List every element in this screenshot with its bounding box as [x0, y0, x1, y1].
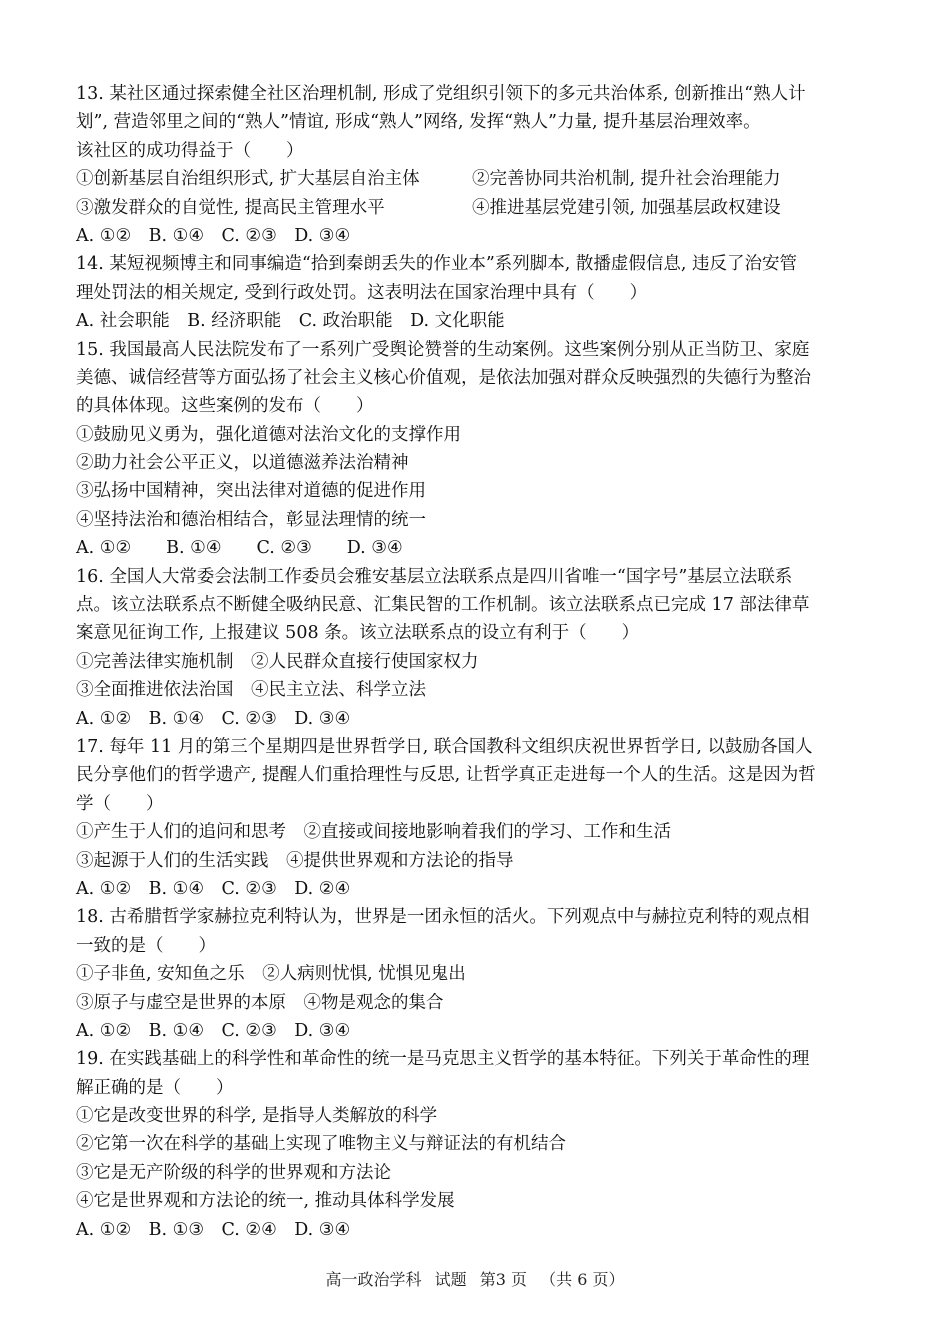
answer-choices: A. ①② B. ①③ C. ②④ D. ③④ — [76, 1219, 351, 1240]
question-stem-line: 该社区的成功得益于（ ） — [76, 140, 304, 161]
statement-option: ④推进基层党建引领, 加强基层政权建设 — [472, 197, 781, 218]
statement-option: ①鼓励见义勇为，强化道德对法治文化的支撑作用 — [76, 424, 461, 445]
question-stem-line: 美德、诚信经营等方面弘扬了社会主义核心价值观，是依法加强对群众反映强烈的失德行为整治 — [76, 367, 811, 388]
statement-option: ①它是改变世界的科学, 是指导人类解放的科学 — [76, 1106, 438, 1127]
question-stem-line: 民分享他们的哲学遗产, 提醒人们重拾理性与反思, 让哲学真正走进每一个人的生活。这是因为哲 — [76, 765, 816, 786]
question-stem-line: 16. 全国人大常委会法制工作委员会雅安基层立法联系点是四川省唯一“国字号”基层立法联系 — [76, 566, 793, 587]
footer-page: 第3 页 — [479, 1270, 528, 1289]
footer-label: 试题 — [434, 1270, 467, 1289]
statement-option: ①产生于人们的追问和思考 ②直接或间接地影响着我们的学习、工作和生活 — [76, 822, 671, 843]
statement-option: ③弘扬中国精神，突出法律对道德的促进作用 — [76, 481, 426, 502]
answer-choices: A. ①② B. ①④ C. ②③ D. ③④ — [76, 1020, 351, 1041]
question-stem-line: 14. 某短视频博主和同事编造“拾到秦朗丢失的作业本”系列脚本, 散播虚假信息, 违反了治安管 — [76, 254, 798, 275]
statement-option: ③原子与虚空是世界的本原 ④物是观念的集合 — [76, 992, 444, 1013]
question-block — [76, 1045, 886, 1244]
statement-option: ②完善协同共治机制, 提升社会治理能力 — [472, 169, 781, 190]
question-stem-line: 划”, 营造邻里之间的“熟人”情谊, 形成“熟人”网络, 发挥“熟人”力量, 提升基层治理效率。 — [76, 112, 761, 133]
question-stem-line: 13. 某社区通过探索健全社区治理机制, 形成了党组织引领下的多元共治体系, 创新推出“熟人计 — [76, 84, 806, 104]
question-stem-line: 点。该立法联系点不断健全吸纳民意、汇集民智的工作机制。该立法联系点已完成 17 部法律草 — [76, 595, 810, 616]
answer-choices: A. ①② B. ①④ C. ②③ D. ③④ — [76, 225, 351, 246]
answer-choices: A. ①② B. ①④ C. ②③ D. ②④ — [76, 878, 351, 899]
question-stem-line: 19. 在实践基础上的科学性和革命性的统一是马克思主义哲学的基本特征。下列关于革命性的理 — [76, 1049, 810, 1070]
question-stem-line: 的具体体现。这些案例的发布（ ） — [76, 396, 374, 417]
question-stem-line: 案意见征询工作, 上报建议 508 条。该立法联系点的设立有利于（ ） — [76, 623, 640, 644]
question-block — [76, 250, 886, 335]
statement-option: ③它是无产阶级的科学的世界观和方法论 — [76, 1162, 391, 1183]
statement-pair — [76, 165, 886, 193]
statement-option: ①完善法律实施机制 ②人民群众直接行使国家权力 — [76, 651, 479, 672]
exam-page — [76, 80, 886, 1244]
statement-option: ①创新基层自治组织形式, 扩大基层自治主体 — [76, 169, 420, 190]
statement-option: ④它是世界观和方法论的统一, 推动具体科学发展 — [76, 1191, 455, 1212]
question-block — [76, 80, 886, 250]
statement-option: ③激发群众的自觉性, 提高民主管理水平 — [76, 197, 385, 218]
footer-subject: 高一政治学科 — [325, 1270, 422, 1289]
question-stem-line: 一致的是（ ） — [76, 935, 216, 956]
answer-choices: A. ①② B. ①④ C. ②③ D. ③④ — [76, 538, 403, 559]
question-stem-line: 解正确的是（ ） — [76, 1077, 234, 1098]
question-block — [76, 563, 886, 733]
question-block — [76, 336, 886, 563]
question-stem-line: 15. 我国最高人民法院发布了一系列广受舆论赞誉的生动案例。这些案例分别从正当防卫、家庭 — [76, 339, 810, 360]
statement-option: ②它第一次在科学的基础上实现了唯物主义与辩证法的有机结合 — [76, 1134, 566, 1155]
answer-choices: A. ①② B. ①④ C. ②③ D. ③④ — [76, 708, 351, 729]
question-stem-line: 17. 每年 11 月的第三个星期四是世界哲学日, 联合国教科文组织庆祝世界哲学日, 以鼓励各国人 — [76, 736, 813, 757]
statement-pair — [76, 194, 886, 222]
question-stem-line: 学（ ） — [76, 793, 164, 814]
question-block — [76, 733, 886, 903]
statement-option: ④坚持法治和德治相结合，彰显法理情的统一 — [76, 509, 426, 530]
statement-option: ②助力社会公平正义，以道德滋养法治精神 — [76, 453, 409, 474]
statement-option: ①子非鱼, 安知鱼之乐 ②人病则忧惧, 忧惧见鬼出 — [76, 964, 466, 985]
question-stem-line: 18. 古希腊哲学家赫拉克利特认为，世界是一团永恒的活火。下列观点中与赫拉克利特的观点相 — [76, 907, 810, 928]
statement-option: ③起源于人们的生活实践 ④提供世界观和方法论的指导 — [76, 850, 514, 871]
footer-total: （共 6 页） — [540, 1270, 625, 1289]
question-stem-line: 理处罚法的相关规定, 受到行政处罚。这表明法在国家治理中具有（ ） — [76, 282, 648, 303]
statement-option: ③全面推进依法治国 ④民主立法、科学立法 — [76, 680, 426, 701]
page-footer — [0, 1267, 950, 1290]
answer-choices: A. 社会职能 B. 经济职能 C. 政治职能 D. 文化职能 — [76, 311, 505, 332]
question-block — [76, 903, 886, 1045]
